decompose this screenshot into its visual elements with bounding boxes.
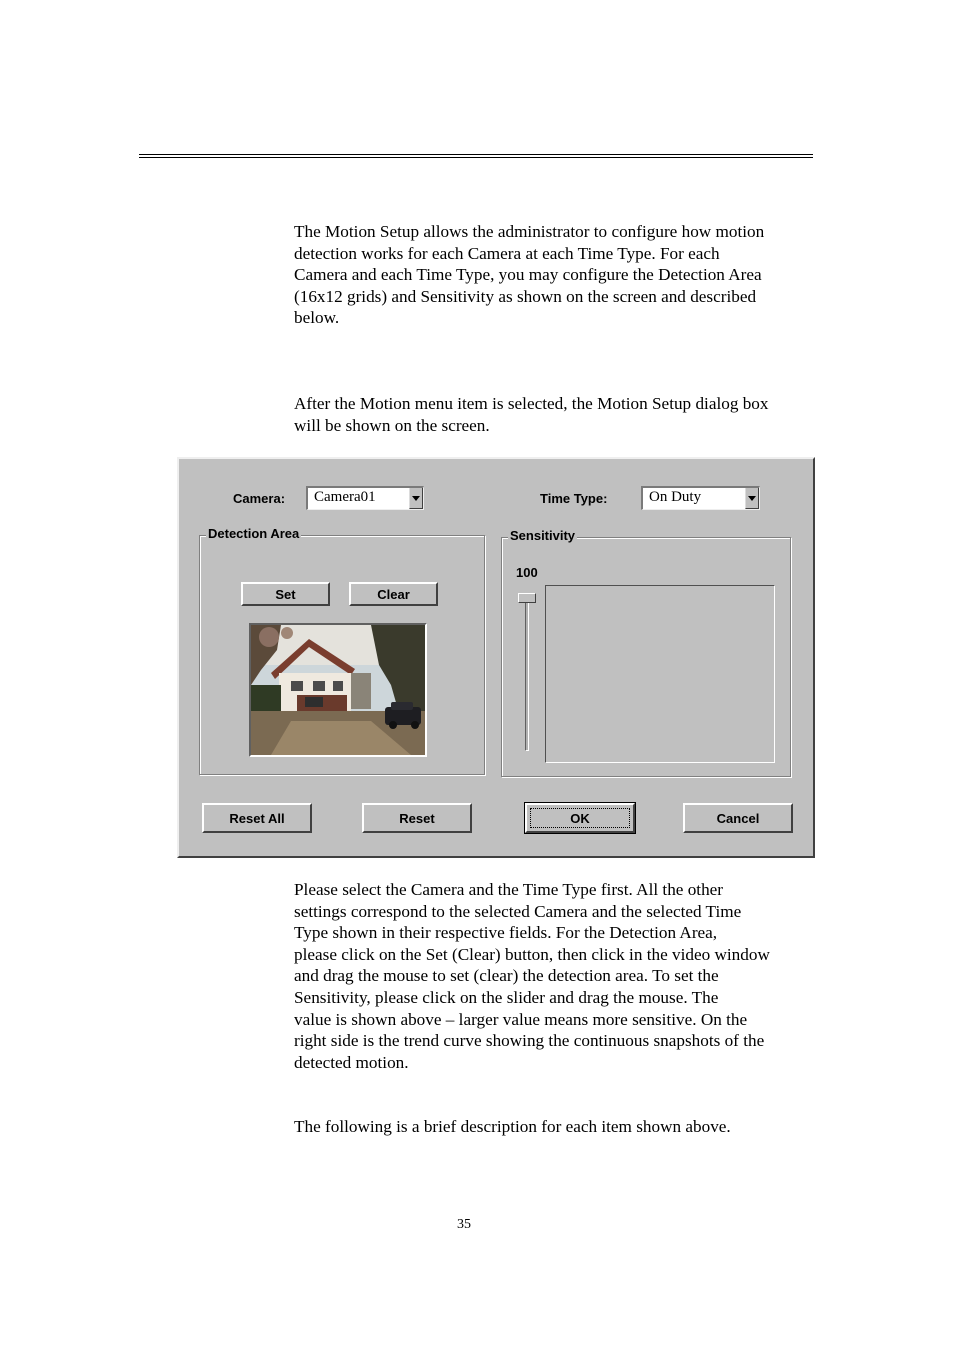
detection-area-title: Detection Area (208, 526, 300, 541)
time-type-select[interactable] (641, 486, 760, 510)
clear-button[interactable]: Clear (349, 582, 438, 606)
time-type-select-value: On Duty (649, 489, 702, 505)
intro-paragraph: The Motion Setup allows the administrator to configure how motion detection works for each Camera at each Time Type. For each Camera and each Time Type, you may configure the Detection Area (16x12 grids) and Sensitivity as shown on the screen and described below. (294, 222, 765, 328)
trend-curve-panel (545, 585, 775, 763)
set-button[interactable]: Set (241, 582, 330, 606)
description-intro-paragraph: The following is a brief description for each item shown above. (294, 1117, 731, 1136)
sensitivity-slider-track[interactable] (525, 597, 529, 751)
instructions-paragraph: Please select the Camera and the Time Type first. All the other settings correspond to the selected Camera and the selected Time Type shown in their respective fields. For the Detection Area, please click on the Set (Clear) button, then click in the video window and drag the mouse to set (clear) the detection area. To set the Sensitivity, please click on the slider and drag the mouse. The value is shown above – larger value means more sensitive. On the right side is the trend curve showing the continuous snapshots of the detected motion. (294, 880, 770, 1072)
page-number: 35 (457, 1217, 471, 1232)
reset-all-button[interactable]: Reset All (202, 803, 312, 833)
reset-button[interactable]: Reset (362, 803, 472, 833)
chevron-down-icon[interactable] (745, 488, 759, 509)
cancel-button[interactable]: Cancel (683, 803, 793, 833)
house-camera-snapshot-image (251, 625, 425, 755)
dialog-intro-paragraph: After the Motion menu item is selected, the Motion Setup dialog box will be shown on the screen. (294, 394, 769, 435)
camera-select-value: Camera01 (314, 489, 376, 505)
sensitivity-value: 100 (516, 565, 538, 580)
ok-button[interactable] (525, 803, 635, 833)
chevron-down-icon[interactable] (409, 488, 423, 509)
sensitivity-slider-thumb[interactable] (518, 593, 536, 603)
video-window[interactable] (249, 623, 427, 757)
motion-setup-dialog (177, 457, 815, 858)
ok-button-label: OK (570, 810, 590, 826)
time-type-label: Time Type: (540, 491, 608, 506)
focus-indicator (530, 808, 630, 828)
header-rule-bottom (139, 157, 813, 158)
camera-label: Camera: (233, 491, 286, 506)
camera-select[interactable] (306, 486, 424, 510)
header-rule-top (139, 154, 813, 155)
sensitivity-title: Sensitivity (510, 528, 576, 543)
